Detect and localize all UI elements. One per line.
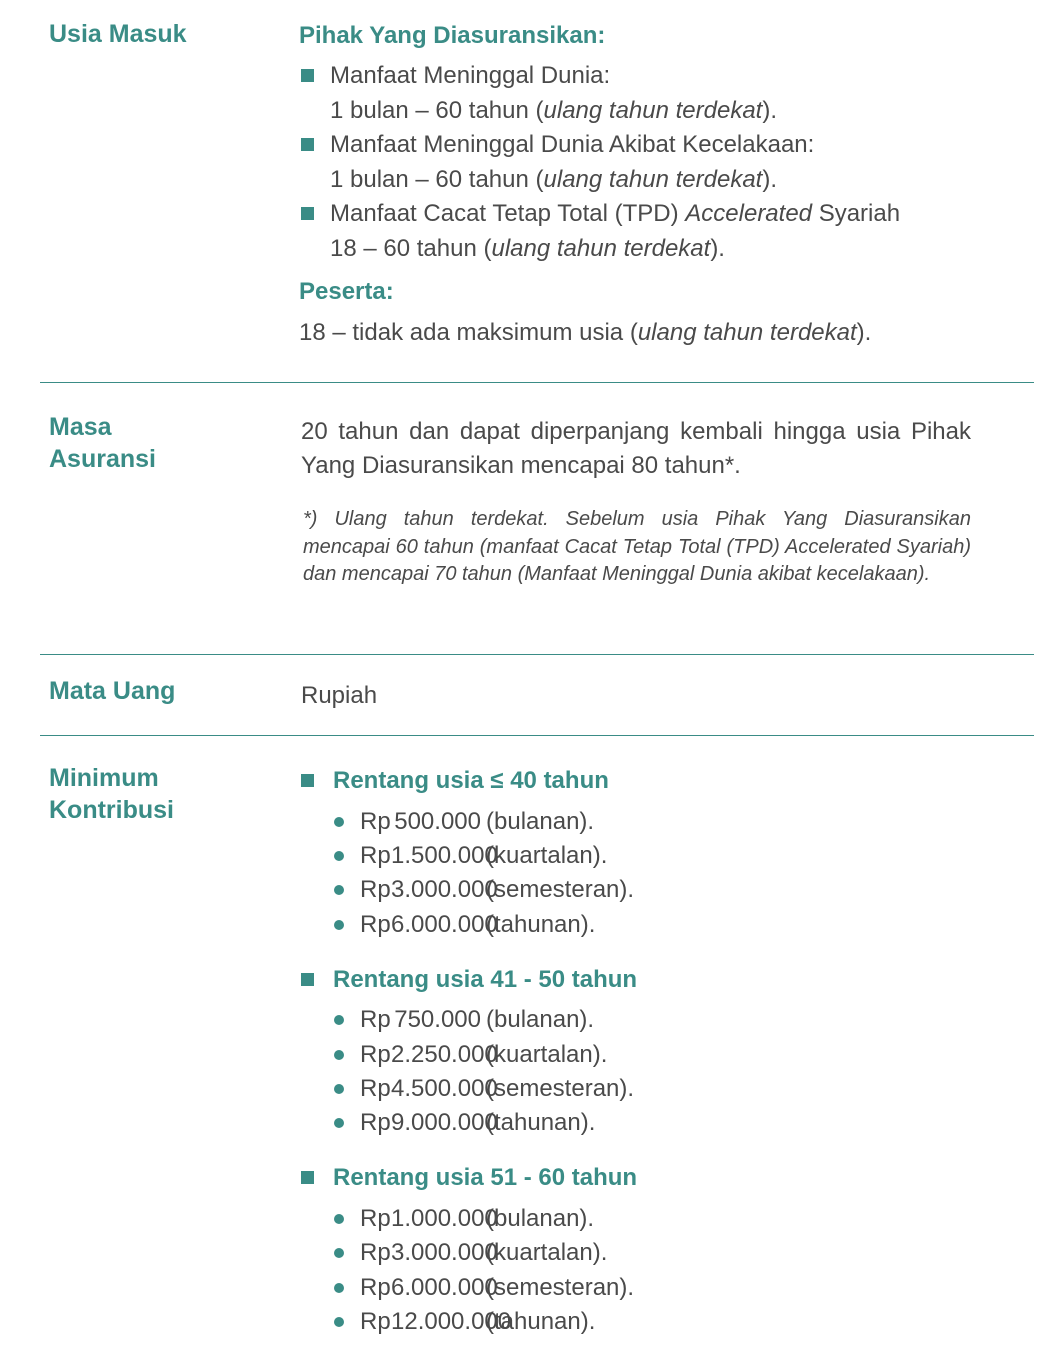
contribution-row: Rp 3.000.000 (kuartalan).	[333, 1236, 833, 1270]
age-range-heading: Rentang usia ≤ 40 tahun	[299, 765, 899, 797]
section-divider	[40, 382, 1034, 383]
square-bullet-icon	[301, 69, 314, 82]
benefit-range: 1 bulan – 60 tahun (ulang tahun terdekat).	[330, 165, 778, 193]
contribution-row: Rp 500.000 (bulanan).	[333, 805, 833, 839]
contribution-row: Rp 2.250.000 (kuartalan).	[333, 1038, 833, 1072]
square-bullet-icon	[301, 973, 314, 986]
square-bullet-icon	[301, 138, 314, 151]
insured-heading: Pihak Yang Diasuransikan:	[299, 22, 606, 49]
square-bullet-icon	[301, 1171, 314, 1184]
dot-bullet-icon	[334, 851, 344, 861]
label-mata-uang: Mata Uang	[49, 677, 176, 705]
coverage-period-text: 20 tahun dan dapat diperpanjang kembali hingga usia Pihak Yang Diasuransikan mencapai 80 tahun*.	[301, 418, 971, 479]
contribution-row: Rp 1.000.000 (bulanan).	[333, 1202, 833, 1236]
contribution-row: Rp 6.000.000 (tahunan).	[333, 908, 833, 942]
section-divider	[40, 735, 1034, 736]
dot-bullet-icon	[334, 1248, 344, 1258]
dot-bullet-icon	[334, 1317, 344, 1327]
dot-bullet-icon	[334, 1084, 344, 1094]
benefit-title: Manfaat Meninggal Dunia:	[330, 62, 611, 89]
contribution-row: Rp 4.500.000 (semesteran).	[333, 1072, 833, 1106]
label-minimum-kontribusi: Minimum Kontribusi	[49, 764, 174, 824]
dot-bullet-icon	[334, 1050, 344, 1060]
dot-bullet-icon	[334, 1283, 344, 1293]
label-masa-asuransi: Masa Asuransi	[49, 413, 156, 473]
coverage-period-footnote: *) Ulang tahun terdekat. Sebelum usia Pihak Yang Diasuransikan mencapai 60 tahun (manfaat Cacat Tetap Total (TPD) Accelerated Syariah) dan mencapai 70 tahun (Manfaat Meninggal Dunia akibat kecelakaan).	[303, 508, 971, 585]
age-range-heading: Rentang usia 51 - 60 tahun	[299, 1162, 899, 1194]
currency-value: Rupiah	[301, 682, 378, 709]
benefit-title: Manfaat Meninggal Dunia Akibat Kecelakaan:	[330, 131, 815, 158]
dot-bullet-icon	[334, 1214, 344, 1224]
contribution-row: Rp 1.500.000 (kuartalan).	[333, 839, 833, 873]
contribution-row: Rp 3.000.000 (semesteran).	[333, 873, 833, 907]
contribution-row: Rp 750.000 (bulanan).	[333, 1003, 833, 1037]
age-range-heading: Rentang usia 41 - 50 tahun	[299, 964, 899, 996]
contribution-row: Rp 9.000.000 (tahunan).	[333, 1106, 833, 1140]
dot-bullet-icon	[334, 817, 344, 827]
benefit-title: Manfaat Cacat Tetap Total (TPD) Accelerated Syariah	[330, 200, 901, 227]
dot-bullet-icon	[334, 1118, 344, 1128]
label-usia-masuk: Usia Masuk	[49, 20, 187, 48]
benefit-range: 18 – 60 tahun (ulang tahun terdekat).	[330, 234, 725, 262]
participant-heading: Peserta:	[299, 278, 394, 305]
participant-age-text: 18 – tidak ada maksimum usia (ulang tahun terdekat).	[299, 319, 872, 346]
benefit-range: 1 bulan – 60 tahun (ulang tahun terdekat).	[330, 96, 778, 124]
square-bullet-icon	[301, 774, 314, 787]
section-divider	[40, 654, 1034, 655]
square-bullet-icon	[301, 207, 314, 220]
contribution-row: Rp 12.000.000 (tahunan).	[333, 1305, 833, 1339]
contribution-row: Rp 6.000.000 (semesteran).	[333, 1271, 833, 1305]
dot-bullet-icon	[334, 885, 344, 895]
dot-bullet-icon	[334, 920, 344, 930]
dot-bullet-icon	[334, 1015, 344, 1025]
